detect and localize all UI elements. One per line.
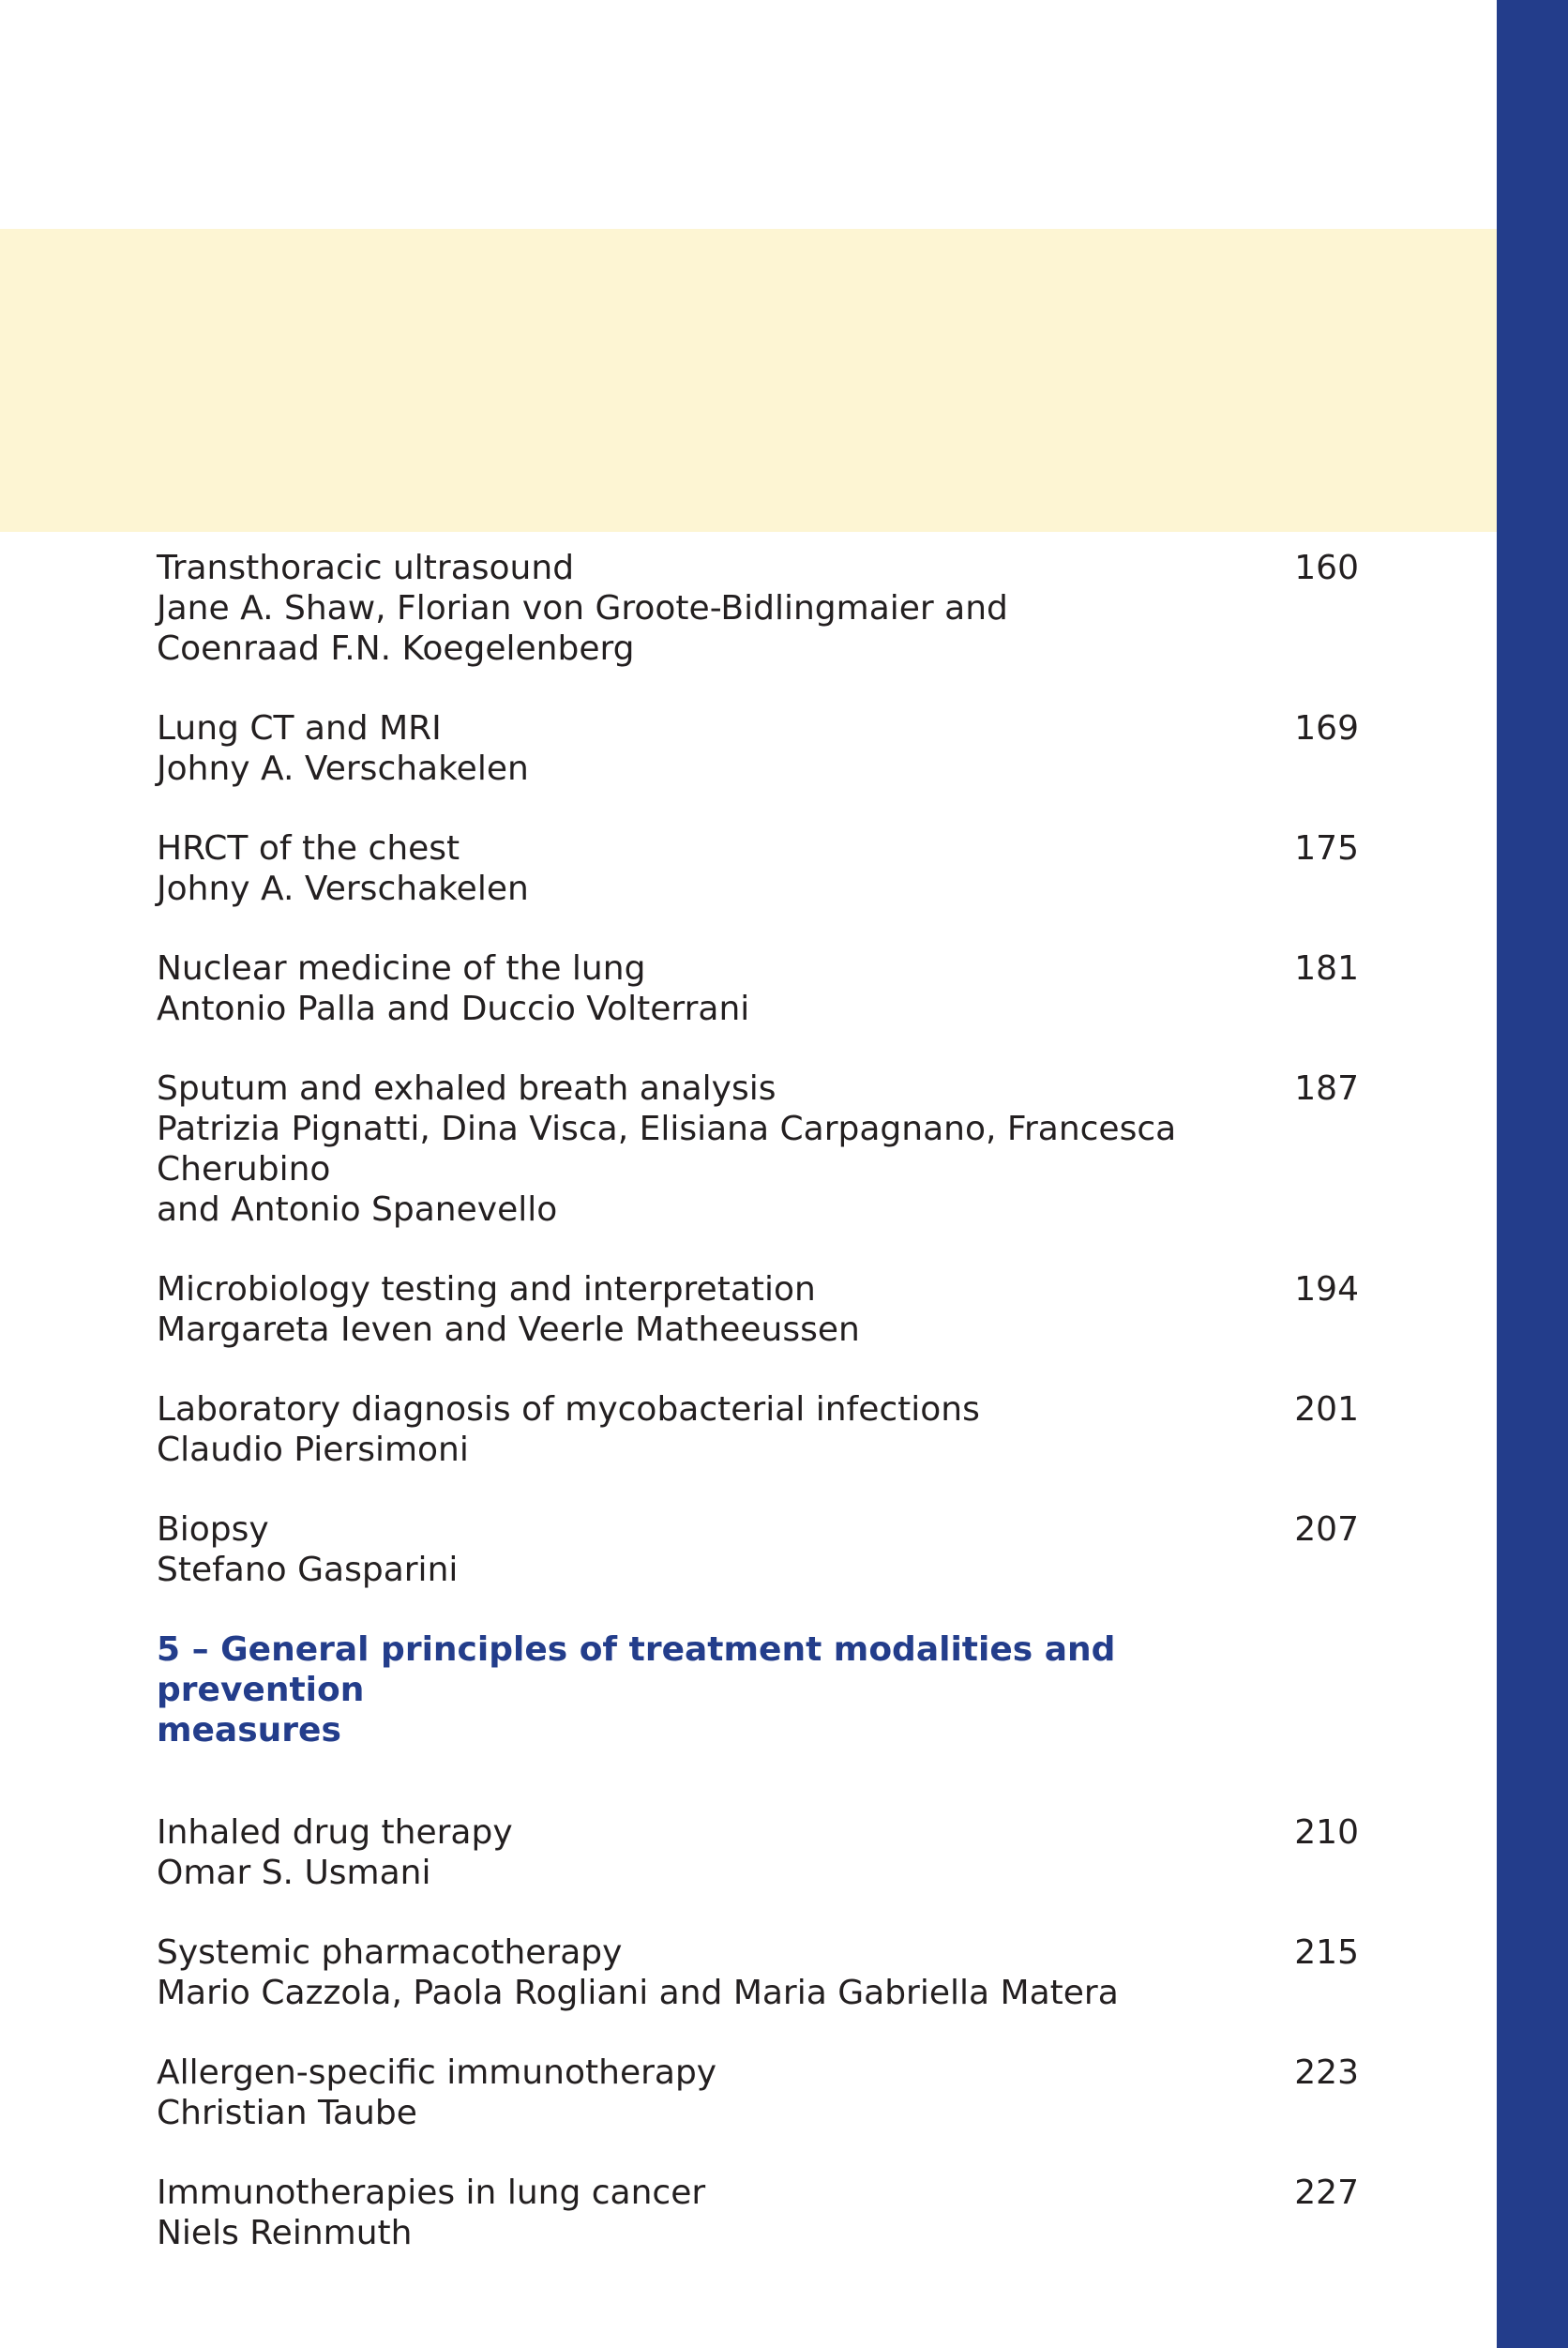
- toc-entry-authors: Patrizia Pignatti, Dina Visca, Elisiana Carpagnano, Francesca Cherubino and Antonio Spanevello: [157, 1110, 1177, 1229]
- toc-entry-title: Lung CT and MRI: [157, 709, 442, 748]
- toc-entry: [157, 2053, 1359, 2133]
- table-of-contents: [157, 548, 1359, 2293]
- toc-entry: [157, 548, 1359, 669]
- toc-entry-title: Laboratory diagnosis of mycobacterial infections: [157, 1390, 980, 1429]
- toc-entry: [157, 1269, 1359, 1350]
- toc-entry-title: Sputum and exhaled breath analysis: [157, 1069, 776, 1108]
- toc-entry-authors: Omar S. Usmani: [157, 1854, 431, 1892]
- toc-entry: [157, 948, 1359, 1029]
- toc-entry-page-number: 169: [1294, 709, 1359, 748]
- toc-entry-authors: Claudio Piersimoni: [157, 1431, 469, 1469]
- toc-entry-page-number: 175: [1294, 829, 1359, 868]
- toc-entry-authors: Antonio Palla and Duccio Volterrani: [157, 990, 750, 1028]
- toc-entry-page-number: 160: [1294, 549, 1359, 587]
- toc-entries-after: [157, 1812, 1359, 2253]
- toc-entry-title: Allergen-specific immunotherapy: [157, 2053, 717, 2092]
- toc-entry: [157, 1068, 1359, 1230]
- toc-entry-title: Transthoracic ultrasound: [157, 549, 575, 587]
- toc-entry-authors: Johny A. Verschakelen: [157, 870, 529, 908]
- section-heading: 5 – General principles of treatment modalities and prevention measures: [157, 1630, 1116, 1750]
- toc-entry: [157, 708, 1359, 789]
- toc-entry: [157, 1932, 1359, 2013]
- toc-entry: [157, 1389, 1359, 1470]
- toc-entry: [157, 1812, 1359, 1893]
- toc-entry-page-number: 210: [1294, 1813, 1359, 1852]
- side-bar: [1497, 0, 1568, 2348]
- toc-entry-page-number: 194: [1294, 1270, 1359, 1309]
- toc-entry-title: Immunotherapies in lung cancer: [157, 2174, 706, 2212]
- toc-entry-title: Inhaled drug therapy: [157, 1813, 513, 1852]
- toc-entry-page-number: 181: [1294, 949, 1359, 988]
- toc-entry: [157, 2173, 1359, 2253]
- toc-entry: [157, 828, 1359, 909]
- toc-entry-authors: Christian Taube: [157, 2094, 417, 2132]
- toc-entries-before: [157, 548, 1359, 1590]
- toc-entry: [157, 1509, 1359, 1590]
- toc-entry-authors: Mario Cazzola, Paola Rogliani and Maria Gabriella Matera: [157, 1974, 1119, 2012]
- toc-entry-page-number: 227: [1294, 2174, 1359, 2212]
- toc-entry-authors: Niels Reinmuth: [157, 2214, 413, 2252]
- toc-entry-title: Nuclear medicine of the lung: [157, 949, 646, 988]
- toc-entry-page-number: 207: [1294, 1510, 1359, 1549]
- toc-entry-page-number: 201: [1294, 1390, 1359, 1429]
- toc-entry-title: Microbiology testing and interpretation: [157, 1270, 816, 1309]
- toc-entry-title: Biopsy: [157, 1510, 269, 1549]
- toc-entry-page-number: 215: [1294, 1933, 1359, 1972]
- toc-entry-title: Systemic pharmacotherapy: [157, 1933, 623, 1972]
- toc-entry-authors: Margareta Ieven and Veerle Matheeussen: [157, 1310, 860, 1349]
- toc-entry-authors: Johny A. Verschakelen: [157, 750, 529, 788]
- toc-entry-authors: Jane A. Shaw, Florian von Groote-Bidlingmaier and Coenraad F.N. Koegelenberg: [157, 589, 1008, 668]
- toc-entry-page-number: 223: [1294, 2053, 1359, 2092]
- header-band: [0, 229, 1497, 532]
- toc-entry-authors: Stefano Gasparini: [157, 1551, 459, 1589]
- toc-entry-title: HRCT of the chest: [157, 829, 460, 868]
- toc-entry-page-number: 187: [1294, 1069, 1359, 1108]
